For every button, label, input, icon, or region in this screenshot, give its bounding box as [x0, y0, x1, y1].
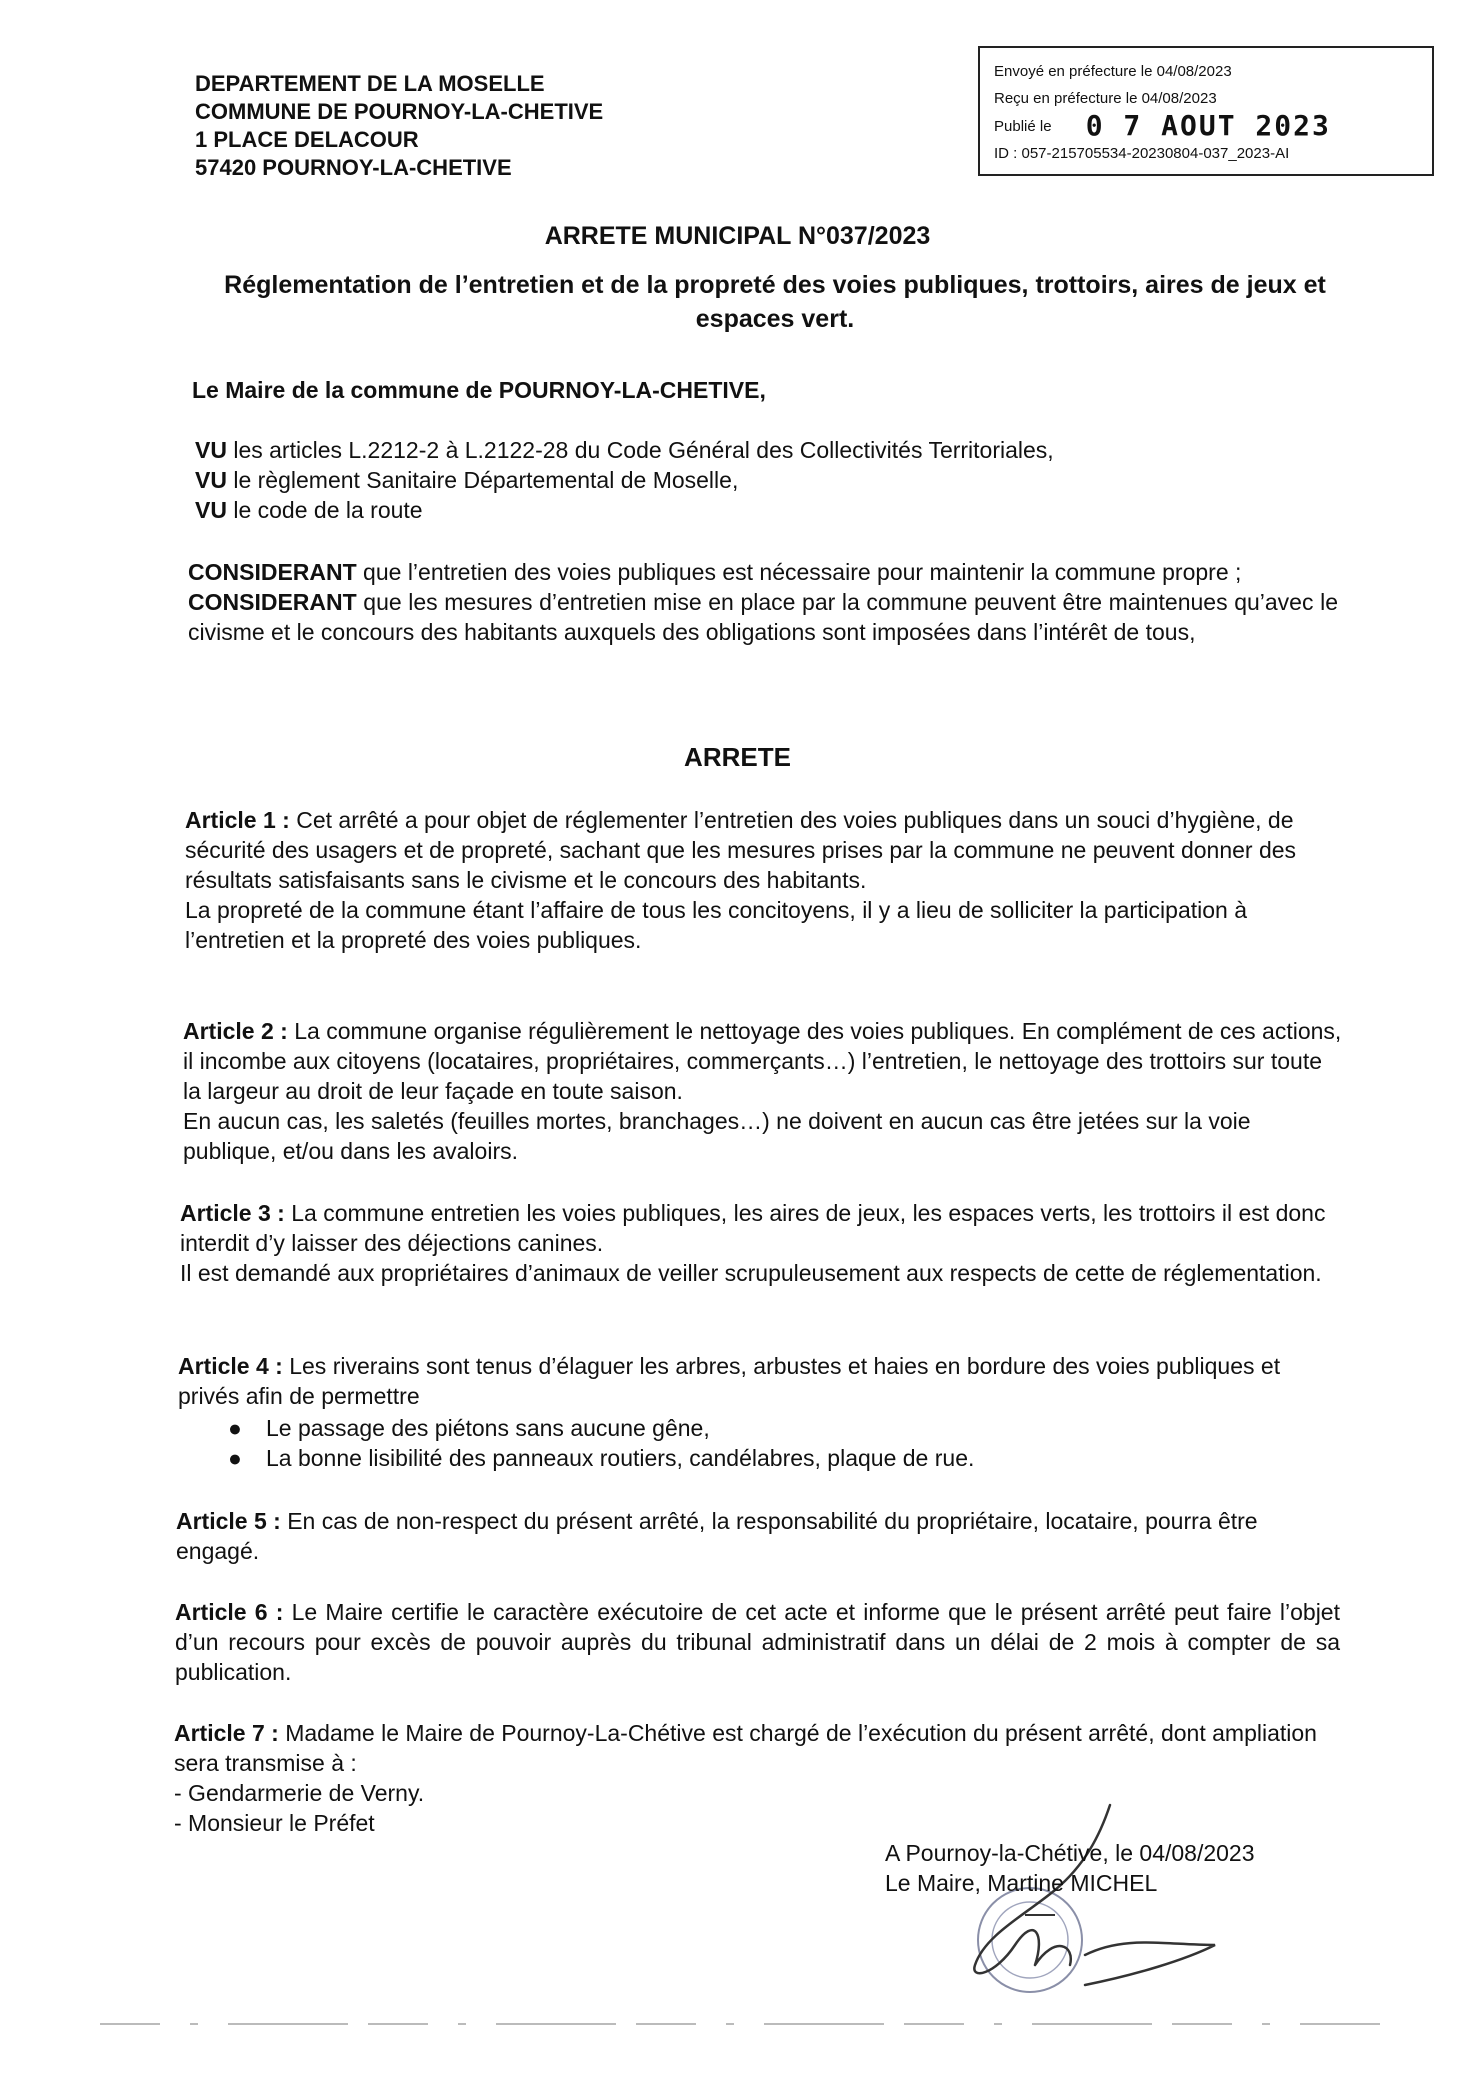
- vu-text: les articles L.2212-2 à L.2122-28 du Code Général des Collectivités Territoriales,: [226, 437, 1054, 463]
- maire-intro: Le Maire de la commune de POURNOY-LA-CHETIVE,: [192, 377, 766, 403]
- article-5: [176, 1506, 1336, 1566]
- document-title: ARRETE MUNICIPAL N°037/2023: [544, 222, 931, 250]
- stamp-id: ID : 057-215705534-20230804-037_2023-AI: [994, 145, 1290, 162]
- stamp-envoye: Envoyé en préfecture le 04/08/2023: [994, 63, 1232, 80]
- article-3: [180, 1198, 1340, 1288]
- considerant-keyword: CONSIDERANT: [188, 589, 357, 615]
- considerant-keyword: CONSIDERANT: [188, 559, 357, 585]
- considerant-text: que les mesures d’entretien mise en place par la commune peuvent être maintenues qu’avec le civisme et le concours des habitants auxquels des obligations sont imposées dans l’intérêt de tous,: [188, 589, 1338, 645]
- vu-keyword: VU: [195, 437, 227, 463]
- stamp-recu: Reçu en préfecture le 04/08/2023: [994, 90, 1217, 107]
- header-line: 57420 POURNOY-LA-CHETIVE: [195, 155, 512, 180]
- prefecture-stamp: [978, 46, 1434, 176]
- bullet-icon: ●: [228, 1415, 242, 1441]
- bullet-icon: ●: [228, 1445, 242, 1471]
- document-subtitle: Réglementation de l’entretien et de la propreté des voies publiques, trottoirs, aires de jeux et espaces vert.: [224, 271, 1326, 333]
- stamp-publie: [994, 109, 1418, 142]
- article-label: Article 4 :: [178, 1353, 283, 1379]
- stamp-publie-date: 0 7 AOUT 2023: [1085, 109, 1331, 142]
- article-text: Cet arrêté a pour objet de réglementer l’entretien des voies publiques dans un souci d’hygiène, de sécurité des usagers et de propreté, sachant que les mesures prises par la commune ne peuvent donner des résultats satisfaisants sans le civisme et le concours des habitants.: [185, 807, 1297, 893]
- seal-ring: [978, 1888, 1082, 1992]
- considerant-list: [188, 557, 1338, 647]
- article-text: En aucun cas, les saletés (feuilles mortes, branchages…) ne doivent en aucun cas être jetées sur la voie publique, et/ou dans les avaloirs.: [183, 1108, 1251, 1164]
- article-text: La commune entretien les voies publiques, les aires de jeux, les espaces verts, les trottoirs il est donc interdit d’y laisser des déjections canines.: [180, 1200, 1326, 1256]
- article-label: Article 7 :: [174, 1720, 279, 1746]
- list-item: [228, 1443, 1338, 1473]
- article-label: Article 3 :: [180, 1200, 285, 1226]
- signature-place-date: A Pournoy-la-Chétive, le 04/08/2023: [885, 1840, 1255, 1866]
- vu-keyword: VU: [195, 497, 227, 523]
- article-text: Le Maire certifie le caractère exécutoire de cet acte et informe que le présent arrêté peut faire l’objet d’un recours pour excès de pouvoir auprès du tribunal administratif dans un délai de 2 mois à compter de sa publication.: [175, 1599, 1340, 1685]
- article-4: [178, 1351, 1338, 1473]
- article-label: Article 1 :: [185, 807, 290, 833]
- vu-keyword: VU: [195, 467, 227, 493]
- recipient-item: - Monsieur le Préfet: [174, 1810, 375, 1836]
- article-text: En cas de non-respect du présent arrêté, la responsabilité du propriétaire, locataire, pourra être engagé.: [176, 1508, 1258, 1564]
- considerant-item: [188, 557, 1338, 587]
- signature-block: [885, 1838, 1255, 1898]
- recipient-item: - Gendarmerie de Verny.: [174, 1780, 425, 1806]
- arrete-heading: ARRETE: [684, 742, 791, 772]
- seal-inner-ring: [992, 1902, 1068, 1978]
- considerant-item: [188, 587, 1338, 647]
- article-text: Les riverains sont tenus d’élaguer les arbres, arbustes et haies en bordure des voies publiques et privés afin de permettre: [178, 1353, 1281, 1409]
- header-line: DEPARTEMENT DE LA MOSELLE: [195, 71, 545, 96]
- footer-dotted-line: [100, 2022, 1380, 2026]
- header-line: 1 PLACE DELACOUR: [195, 127, 419, 152]
- article-2: [183, 1016, 1343, 1166]
- list-item: [228, 1413, 1338, 1443]
- vu-item: [195, 435, 1054, 465]
- header-line: COMMUNE DE POURNOY-LA-CHETIVE: [195, 99, 604, 124]
- article-text: Il est demandé aux propriétaires d’animaux de veiller scrupuleusement aux respects de cette de réglementation.: [180, 1260, 1322, 1286]
- vu-item: [195, 495, 1054, 525]
- signature-signer: Le Maire, Martine MICHEL: [885, 1870, 1158, 1896]
- article-text: Madame le Maire de Pournoy-La-Chétive est chargé de l’exécution du présent arrêté, dont ampliation sera transmise à :: [174, 1720, 1317, 1776]
- article-text: La propreté de la commune étant l’affaire de tous les concitoyens, il y a lieu de solliciter la participation à l’entretien et la propreté des voies publiques.: [185, 897, 1247, 953]
- article-6: [175, 1597, 1340, 1687]
- stamp-publie-label: Publié le: [994, 118, 1052, 135]
- article-bullet-list: [178, 1413, 1338, 1473]
- list-item-text: Le passage des piétons sans aucune gêne,: [266, 1415, 710, 1441]
- vu-text: le code de la route: [226, 497, 423, 523]
- considerant-text: que l’entretien des voies publiques est nécessaire pour maintenir la commune propre ;: [356, 559, 1242, 585]
- article-label: Article 5 :: [176, 1508, 281, 1534]
- vu-item: [195, 465, 1054, 495]
- article-1: [185, 805, 1345, 955]
- vu-text: le règlement Sanitaire Départemental de Moselle,: [226, 467, 739, 493]
- vu-list: [195, 435, 1054, 525]
- list-item-text: La bonne lisibilité des panneaux routiers, candélabres, plaque de rue.: [266, 1445, 975, 1471]
- article-label: Article 6 :: [175, 1599, 284, 1625]
- article-text: La commune organise régulièrement le nettoyage des voies publiques. En complément de ces actions, il incombe aux citoyens (locataires, propriétaires, commerçants…) l’entretien, le nettoyage des trottoirs sur toute la largeur au droit de leur façade en toute saison.: [183, 1018, 1342, 1104]
- article-label: Article 2 :: [183, 1018, 288, 1044]
- header-address: [195, 70, 603, 182]
